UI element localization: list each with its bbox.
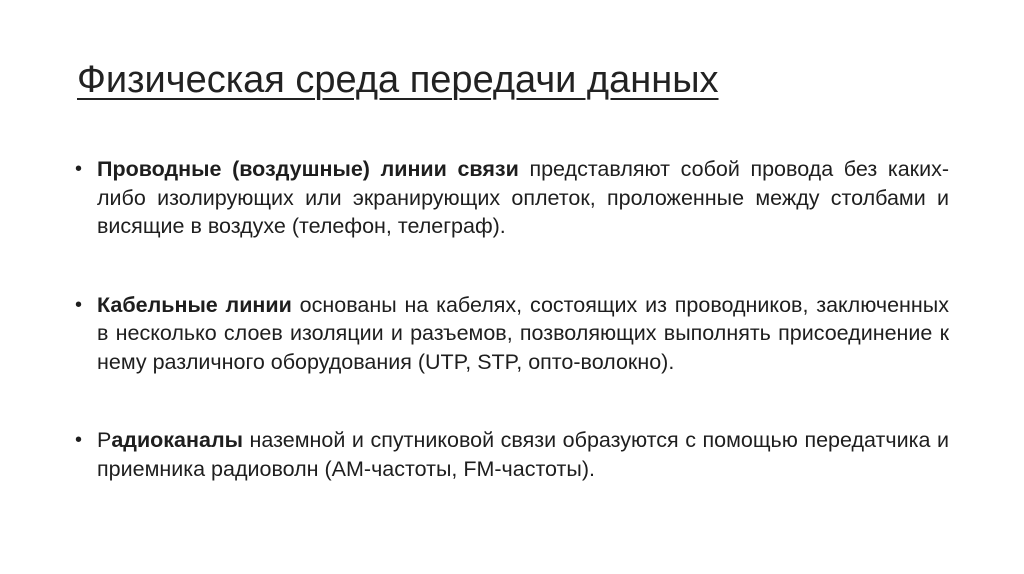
slide-title: Физическая среда передачи данных	[77, 59, 719, 101]
bullet-term-prefix: Р	[97, 428, 112, 452]
bullet-text: представляют собой провода без каких-либо изолирующих или экранирующих оплеток, проложенные между столбами и висящие в воздухе (телефон, телеграф).	[97, 157, 949, 238]
bullet-item-wired-lines	[75, 155, 949, 241]
bullet-list	[75, 155, 949, 483]
bullet-term: адиоканалы	[111, 428, 243, 452]
bullet-item-radio-channels	[75, 426, 949, 483]
bullet-dot-icon: •	[75, 429, 83, 451]
bullet-text: основаны на кабелях, состоящих из проводников, заключенных в несколько слоев изоляции и разъемов, позволяющих выполнять присоединение к нему различного оборудования (UTP, STP, опто-волокно).	[97, 292, 949, 374]
bullet-dot-icon: •	[75, 293, 83, 316]
bullet-text: наземной и спутниковой связи образуются с помощью передатчика и приемника радиоволн (AM-частоты, FM-частоты).	[97, 428, 949, 481]
bullet-term: Проводные (воздушные) линии связи	[97, 157, 519, 181]
bullet-item-cable-lines	[75, 291, 949, 377]
bullet-term: Кабельные линии	[97, 292, 292, 317]
bullet-dot-icon: •	[75, 158, 83, 180]
